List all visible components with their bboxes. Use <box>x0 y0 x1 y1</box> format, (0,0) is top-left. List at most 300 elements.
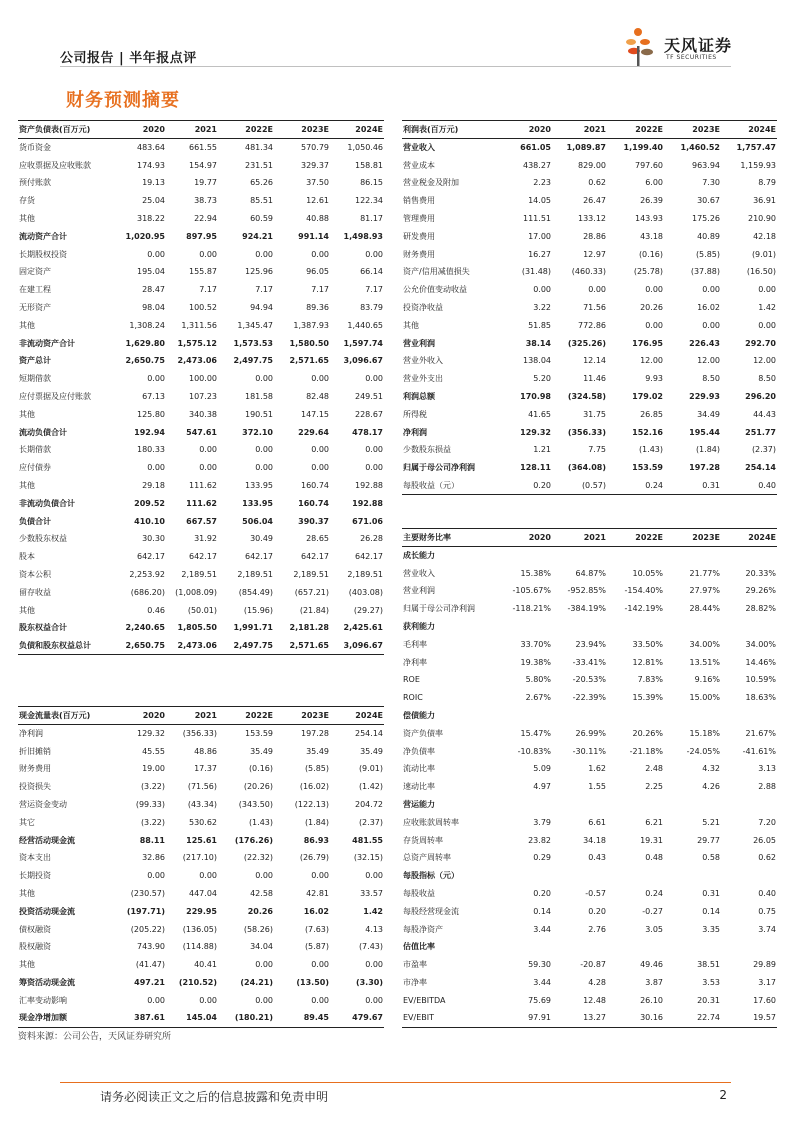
table-header-row <box>18 707 384 725</box>
value-cell: 33.70% <box>520 639 551 649</box>
table-row <box>402 477 777 495</box>
row-label: 营业税金及附加 <box>403 178 459 188</box>
value-cell: 34.00% <box>745 639 776 649</box>
value-cell: 4.32 <box>702 764 720 774</box>
value-cell: 18.63% <box>745 693 776 703</box>
table-row <box>402 263 777 281</box>
value-cell: 2.25 <box>645 782 663 792</box>
row-label: 折旧摊销 <box>19 746 51 756</box>
value-cell: 26.47 <box>583 196 606 206</box>
table-row <box>402 956 777 974</box>
table-row <box>18 352 384 370</box>
row-label: 每股净资产 <box>403 924 443 934</box>
value-cell: 0.00 <box>311 249 329 259</box>
value-cell: (197.71) <box>126 906 165 916</box>
value-cell: 197.28 <box>689 463 720 473</box>
value-cell: 29.26% <box>745 586 776 596</box>
row-label: 其他 <box>19 481 35 491</box>
value-cell: 387.61 <box>114 1009 166 1027</box>
value-cell: (356.33) <box>182 729 217 739</box>
value-cell: 0.00 <box>255 374 273 384</box>
value-cell: 41.65 <box>528 409 551 419</box>
value-cell: 20.26% <box>632 728 663 738</box>
table-row <box>402 388 777 406</box>
value-cell: (210.52) <box>178 978 217 988</box>
value-cell: (2.37) <box>358 817 383 827</box>
value-cell: 152.16 <box>632 427 663 437</box>
value-cell: (21.84) <box>299 605 329 615</box>
row-label: 利润总额 <box>403 392 435 402</box>
table-row <box>402 210 777 228</box>
cash-flow-table <box>18 706 384 1028</box>
value-cell: (13.50) <box>296 978 329 988</box>
value-cell: 107.23 <box>189 392 217 402</box>
value-cell: 6.21 <box>645 817 663 827</box>
value-cell: 2,189.51 <box>237 570 273 580</box>
value-cell: 228.67 <box>355 409 383 419</box>
table-row <box>18 742 384 760</box>
row-label: 其他 <box>19 214 35 224</box>
value-cell: 8.50 <box>758 374 776 384</box>
value-cell: -142.19% <box>624 604 663 614</box>
table-row <box>402 831 777 849</box>
value-cell: 478.17 <box>352 427 383 437</box>
row-label: 投资活动现金流 <box>19 906 75 916</box>
row-label: 公允价值变动收益 <box>403 285 467 295</box>
value-cell: 20.33% <box>745 568 776 578</box>
value-cell: (0.16) <box>248 764 273 774</box>
column-header: 2020 <box>114 121 166 139</box>
table-row <box>18 885 384 903</box>
footer-disclaimer: 请务必阅读正文之后的信息披露和免责申明 <box>100 1090 329 1104</box>
value-cell: 30.49 <box>250 534 273 544</box>
value-cell: 31.92 <box>194 534 217 544</box>
row-label: 资本公积 <box>19 570 51 580</box>
value-cell: (122.13) <box>294 800 329 810</box>
value-cell: 17.00 <box>528 231 551 241</box>
value-cell: 12.61 <box>306 196 329 206</box>
row-label: 归属于母公司净利润 <box>403 463 475 473</box>
value-cell: 4.13 <box>365 924 383 934</box>
value-cell: 0.00 <box>147 374 165 384</box>
value-cell: (1.42) <box>358 782 383 792</box>
value-cell: 0.20 <box>533 889 551 899</box>
value-cell: -20.53% <box>572 675 606 685</box>
value-cell: 251.77 <box>745 427 776 437</box>
value-cell: (99.33) <box>135 800 165 810</box>
value-cell <box>721 796 777 814</box>
value-cell <box>552 707 607 725</box>
value-cell: 40.89 <box>697 231 720 241</box>
logo-chinese-text: 天风证券 <box>664 36 733 55</box>
value-cell: 155.87 <box>189 267 217 277</box>
value-cell: 481.55 <box>352 835 383 845</box>
row-label: 营业利润 <box>403 338 435 348</box>
value-cell <box>607 938 664 956</box>
value-cell: 35.49 <box>306 746 329 756</box>
value-cell: 0.58 <box>702 853 720 863</box>
table-row <box>402 600 777 618</box>
value-cell: -0.27 <box>642 906 663 916</box>
value-cell: (50.01) <box>187 605 217 615</box>
value-cell: 180.33 <box>137 445 165 455</box>
value-cell: 0.00 <box>147 249 165 259</box>
row-label: 其他 <box>19 960 35 970</box>
value-cell <box>721 938 777 956</box>
value-cell: -118.21% <box>512 604 551 614</box>
value-cell: 483.64 <box>137 143 165 153</box>
row-label: 估值比率 <box>403 942 435 952</box>
value-cell: 2,181.28 <box>289 623 329 633</box>
value-cell: 14.46% <box>745 657 776 667</box>
table-row <box>402 405 777 423</box>
value-cell: 7.30 <box>702 178 720 188</box>
value-cell: 410.10 <box>134 516 165 526</box>
value-cell: (460.33) <box>571 267 606 277</box>
value-cell: 0.43 <box>588 853 606 863</box>
value-cell: (364.08) <box>567 463 606 473</box>
value-cell: -952.85% <box>567 586 606 596</box>
value-cell: 0.00 <box>199 249 217 259</box>
row-label: 应付债券 <box>19 463 51 473</box>
value-cell: (356.33) <box>567 427 606 437</box>
row-label: 应收账款周转率 <box>403 817 459 827</box>
value-cell: 2,571.65 <box>274 637 330 655</box>
value-cell: 0.00 <box>645 320 663 330</box>
value-cell: (1.43) <box>248 817 273 827</box>
value-cell: 22.94 <box>194 214 217 224</box>
row-label: 营业利润 <box>403 586 435 596</box>
table-row <box>402 742 777 760</box>
value-cell: 12.81% <box>632 657 663 667</box>
value-cell: 2.23 <box>533 178 551 188</box>
value-cell: 26.28 <box>360 534 383 544</box>
column-header: 2021 <box>166 121 218 139</box>
value-cell: 38.14 <box>525 338 551 348</box>
value-cell: 0.00 <box>311 374 329 384</box>
value-cell: 296.20 <box>745 392 776 402</box>
table-row <box>18 778 384 796</box>
row-label: 固定资产 <box>19 267 51 277</box>
value-cell: 10.59% <box>745 675 776 685</box>
value-cell: 0.00 <box>588 285 606 295</box>
value-cell: (15.96) <box>243 605 273 615</box>
table-row <box>402 760 777 778</box>
value-cell: 179.02 <box>632 392 663 402</box>
value-cell: -10.83% <box>517 746 551 756</box>
table-row <box>402 813 777 831</box>
value-cell: 292.70 <box>745 338 776 348</box>
table-row <box>18 174 384 192</box>
value-cell: 3.05 <box>645 924 663 934</box>
table-row <box>402 352 777 370</box>
row-label: ROIC <box>403 693 423 703</box>
value-cell: 175.26 <box>692 214 720 224</box>
value-cell: 19.13 <box>142 178 165 188</box>
value-cell: 0.20 <box>497 477 552 495</box>
row-label: 无形资产 <box>19 303 51 313</box>
value-cell: 12.14 <box>583 356 606 366</box>
value-cell: 0.00 <box>758 320 776 330</box>
row-label: 营运能力 <box>403 800 435 810</box>
row-label: 货币资金 <box>19 143 51 153</box>
row-label: 流动资产合计 <box>19 231 67 241</box>
row-label: 存货周转率 <box>403 835 443 845</box>
value-cell: (114.88) <box>182 942 217 952</box>
table-row <box>18 725 384 743</box>
row-label: 营业成本 <box>403 160 435 170</box>
column-header: 2021 <box>166 707 218 725</box>
row-label: 汇率变动影响 <box>19 995 67 1005</box>
value-cell: (24.21) <box>240 978 273 988</box>
value-cell: 45.55 <box>142 746 165 756</box>
table-row <box>18 831 384 849</box>
value-cell: 0.62 <box>758 853 776 863</box>
row-label: 营业收入 <box>403 143 435 153</box>
value-cell: 36.91 <box>753 196 776 206</box>
row-label: 每股收益 <box>403 889 435 899</box>
value-cell: 125.96 <box>245 267 273 277</box>
value-cell: (136.05) <box>182 924 217 934</box>
value-cell: 30.67 <box>697 196 720 206</box>
table-row <box>402 778 777 796</box>
table-row <box>18 956 384 974</box>
value-cell: (37.88) <box>690 267 720 277</box>
value-cell: (26.79) <box>299 853 329 863</box>
value-cell: -20.87 <box>580 960 606 970</box>
row-label: 其他 <box>19 889 35 899</box>
value-cell: 2,497.75 <box>233 356 273 366</box>
value-cell: (7.43) <box>358 942 383 952</box>
value-cell: 7.20 <box>758 817 776 827</box>
value-cell <box>497 796 552 814</box>
value-cell: 19.31 <box>640 835 663 845</box>
value-cell <box>497 618 552 636</box>
value-cell: 21.67% <box>745 728 776 738</box>
value-cell: 28.44% <box>689 604 720 614</box>
value-cell: 479.67 <box>330 1009 384 1027</box>
table-row <box>402 635 777 653</box>
value-cell: 1,991.71 <box>233 623 273 633</box>
table-header-row <box>18 121 384 139</box>
value-cell: (29.27) <box>353 605 383 615</box>
row-label: 毛利率 <box>403 639 427 649</box>
value-cell: 9.16% <box>694 675 720 685</box>
value-cell: (230.57) <box>130 889 165 899</box>
report-type-label: 公司报告 | 半年报点评 <box>60 51 197 66</box>
row-label: 其他 <box>403 320 419 330</box>
table-row <box>402 920 777 938</box>
value-cell: 34.04 <box>250 942 273 952</box>
value-cell: 51.85 <box>528 320 551 330</box>
value-cell: -21.18% <box>629 746 663 756</box>
row-label: 营业外收入 <box>403 356 443 366</box>
value-cell: 506.04 <box>242 516 273 526</box>
value-cell: 15.47% <box>520 728 551 738</box>
value-cell: 154.97 <box>189 160 217 170</box>
table-row <box>18 867 384 885</box>
row-label: 长期投资 <box>19 871 51 881</box>
column-header: 2022E <box>218 707 274 725</box>
value-cell: 1,757.47 <box>736 143 776 153</box>
value-cell <box>664 707 721 725</box>
row-label: 销售费用 <box>403 196 435 206</box>
table-row <box>402 370 777 388</box>
row-label: 留存收益 <box>19 587 51 597</box>
row-label: 净利润 <box>403 427 427 437</box>
row-label: 负债合计 <box>19 516 51 526</box>
column-header: 2020 <box>497 121 552 139</box>
table-header-row <box>402 121 777 139</box>
value-cell: 197.28 <box>301 729 329 739</box>
value-cell: 15.38% <box>520 568 551 578</box>
value-cell: 0.00 <box>311 463 329 473</box>
value-cell: 0.00 <box>147 463 165 473</box>
table-row <box>402 547 777 565</box>
value-cell: -384.19% <box>567 604 606 614</box>
column-header: 2023E <box>664 121 721 139</box>
value-cell: (0.57) <box>552 477 607 495</box>
value-cell <box>721 707 777 725</box>
value-cell: 2,189.51 <box>293 570 329 580</box>
value-cell <box>607 796 664 814</box>
value-cell: 29.89 <box>753 960 776 970</box>
value-cell: (43.34) <box>187 800 217 810</box>
value-cell: 7.17 <box>199 285 217 295</box>
row-label: 每股收益（元） <box>402 477 497 495</box>
value-cell: 0.00 <box>365 463 383 473</box>
table-row <box>18 583 384 601</box>
table-row <box>402 564 777 582</box>
value-cell: 642.17 <box>189 552 217 562</box>
value-cell: 2.67% <box>525 693 551 703</box>
value-cell: 1,050.46 <box>347 143 383 153</box>
value-cell: 570.79 <box>301 143 329 153</box>
table-row <box>402 849 777 867</box>
table-row <box>18 316 384 334</box>
value-cell: 100.00 <box>189 374 217 384</box>
value-cell: 642.17 <box>301 552 329 562</box>
value-cell: 15.18% <box>689 728 720 738</box>
value-cell: -0.57 <box>585 889 606 899</box>
value-cell: 3.44 <box>533 978 551 988</box>
row-label: 财务费用 <box>19 764 51 774</box>
value-cell <box>552 796 607 814</box>
row-label: 市净率 <box>403 978 427 988</box>
value-cell: (5.85) <box>695 249 720 259</box>
value-cell: 0.46 <box>147 605 165 615</box>
value-cell: 26.10 <box>640 995 663 1005</box>
value-cell: 1,308.24 <box>129 320 165 330</box>
value-cell: 0.75 <box>758 906 776 916</box>
value-cell: 4.28 <box>588 978 606 988</box>
column-header: 2020 <box>497 529 552 547</box>
table-row <box>18 796 384 814</box>
value-cell: 97.91 <box>497 1009 552 1027</box>
value-cell: 1,805.50 <box>177 623 217 633</box>
value-cell: 83.79 <box>360 303 383 313</box>
table-row <box>18 388 384 406</box>
value-cell: 438.27 <box>523 160 551 170</box>
value-cell: 23.82 <box>528 835 551 845</box>
value-cell: 0.00 <box>758 285 776 295</box>
table-row <box>18 405 384 423</box>
value-cell: 153.59 <box>632 463 663 473</box>
table-row <box>18 156 384 174</box>
table-row <box>18 263 384 281</box>
value-cell: (1.84) <box>695 445 720 455</box>
value-cell: 1,575.12 <box>177 338 217 348</box>
row-label: 每股指标（元） <box>403 871 459 881</box>
value-cell: 1,159.93 <box>740 160 776 170</box>
value-cell: 0.00 <box>311 995 329 1005</box>
value-cell: 254.14 <box>745 463 776 473</box>
value-cell: 3.13 <box>758 764 776 774</box>
value-cell: 16.27 <box>528 249 551 259</box>
value-cell: 133.12 <box>578 214 606 224</box>
table-row <box>402 245 777 263</box>
value-cell: 2,240.65 <box>125 623 165 633</box>
value-cell: 30.30 <box>142 534 165 544</box>
value-cell: 42.58 <box>250 889 273 899</box>
table-row <box>18 245 384 263</box>
value-cell: 924.21 <box>242 231 273 241</box>
value-cell: -33.41% <box>572 657 606 667</box>
value-cell: 17.60 <box>753 995 776 1005</box>
row-label: 经营活动现金流 <box>19 835 75 845</box>
value-cell: 3.44 <box>533 924 551 934</box>
logo-english-text: TF SECURITIES <box>666 54 717 61</box>
value-cell: 23.94% <box>575 639 606 649</box>
value-cell: 547.61 <box>186 427 217 437</box>
value-cell: 667.57 <box>186 516 217 526</box>
value-cell: 17.37 <box>194 764 217 774</box>
table-row <box>18 1009 384 1027</box>
value-cell: 1,573.53 <box>233 338 273 348</box>
value-cell: (403.08) <box>348 587 383 597</box>
value-cell: (71.56) <box>187 782 217 792</box>
value-cell <box>607 618 664 636</box>
value-cell: 195.04 <box>137 267 165 277</box>
value-cell: (1,008.09) <box>175 587 217 597</box>
value-cell: 3,096.67 <box>343 356 383 366</box>
value-cell: 530.62 <box>189 817 217 827</box>
value-cell <box>664 547 721 565</box>
value-cell: 1,460.52 <box>680 143 720 153</box>
value-cell: 1,580.50 <box>289 338 329 348</box>
value-cell: 2.76 <box>588 924 606 934</box>
value-cell: 229.64 <box>298 427 329 437</box>
value-cell: 3,096.67 <box>330 637 384 655</box>
value-cell: 0.31 <box>664 477 721 495</box>
value-cell: 209.52 <box>134 498 165 508</box>
value-cell: 226.43 <box>689 338 720 348</box>
value-cell: 3.79 <box>533 817 551 827</box>
value-cell: 1,597.74 <box>343 338 383 348</box>
row-label: 其他 <box>19 605 35 615</box>
value-cell: (7.63) <box>304 924 329 934</box>
value-cell: (22.32) <box>243 853 273 863</box>
value-cell: 59.30 <box>528 960 551 970</box>
balance-sheet-table <box>18 120 384 655</box>
value-cell: 0.00 <box>365 374 383 384</box>
value-cell: 0.00 <box>147 871 165 881</box>
value-cell: 96.05 <box>306 267 329 277</box>
table-row <box>18 441 384 459</box>
column-header: 2024E <box>721 529 777 547</box>
value-cell: 94.94 <box>250 303 273 313</box>
value-cell: 15.39% <box>632 693 663 703</box>
